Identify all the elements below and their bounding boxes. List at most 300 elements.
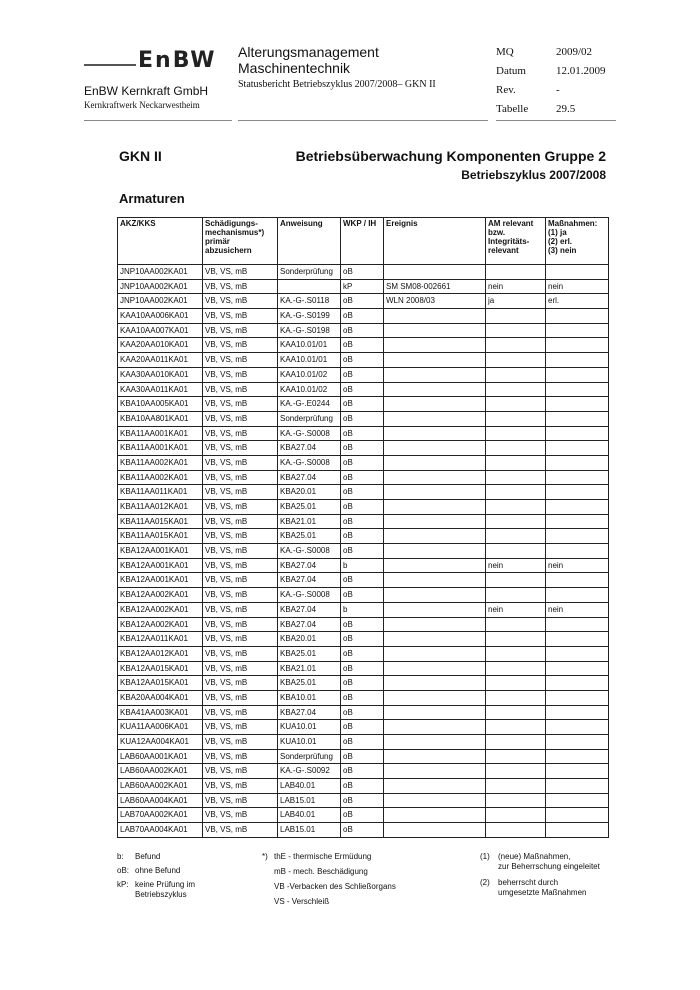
table-cell — [546, 779, 609, 794]
legend-mechanism-list — [274, 852, 396, 912]
table-cell: LAB60AA004KA01 — [118, 793, 203, 808]
legend-item — [117, 852, 257, 862]
table-cell: JNP10AA002KA01 — [118, 279, 203, 294]
page-title: Betriebsüberwachung Komponenten Gruppe 2 — [295, 148, 606, 164]
table-cell: KBA27.04 — [278, 617, 341, 632]
table-cell: KBA12AA002KA01 — [118, 617, 203, 632]
table-cell — [546, 588, 609, 603]
table-cell — [546, 617, 609, 632]
table-cell: oB — [341, 764, 384, 779]
table-row — [118, 720, 609, 735]
table-cell — [486, 661, 546, 676]
table-header-cell-6: Maßnahmen: (1) ja (2) erl. (3) nein — [546, 218, 609, 265]
table-cell: KBA10AA801KA01 — [118, 411, 203, 426]
table-cell — [486, 382, 546, 397]
table-cell: VB, VS, mB — [203, 411, 278, 426]
table-cell: VB, VS, mB — [203, 382, 278, 397]
table-cell — [384, 544, 486, 559]
table-cell: KBA11AA015KA01 — [118, 529, 203, 544]
table-cell — [384, 397, 486, 412]
table-cell — [546, 690, 609, 705]
table-cell — [486, 779, 546, 794]
meta-row-0 — [496, 42, 626, 61]
table-cell: KBA11AA002KA01 — [118, 455, 203, 470]
table-cell: KUA12AA004KA01 — [118, 735, 203, 750]
table-cell — [486, 500, 546, 515]
table-cell: KAA10AA006KA01 — [118, 309, 203, 324]
table-cell: KBA12AA011KA01 — [118, 632, 203, 647]
table-cell: KBA25.01 — [278, 646, 341, 661]
table-cell — [486, 426, 546, 441]
table-cell: JNP10AA002KA01 — [118, 265, 203, 280]
table-row — [118, 397, 609, 412]
table-cell: KA.-G-.S0008 — [278, 588, 341, 603]
table-cell: oB — [341, 500, 384, 515]
table-cell: Sonderprüfung — [278, 411, 341, 426]
table-cell — [384, 426, 486, 441]
table-cell — [546, 338, 609, 353]
table-cell — [546, 514, 609, 529]
table-row — [118, 353, 609, 368]
legend-measures — [480, 852, 620, 904]
table-cell: KBA27.04 — [278, 441, 341, 456]
table-cell — [384, 323, 486, 338]
legend-measure — [480, 878, 620, 898]
table-row — [118, 617, 609, 632]
table-cell: VB, VS, mB — [203, 646, 278, 661]
table-row — [118, 441, 609, 456]
table-header-cell-2: Anweisung — [278, 218, 341, 265]
legend-text: beherrscht durch umgesetzte Maßnahmen — [498, 878, 587, 897]
table-cell — [546, 749, 609, 764]
table-row — [118, 500, 609, 515]
table-cell: VB, VS, mB — [203, 690, 278, 705]
table-row — [118, 749, 609, 764]
table-cell — [486, 808, 546, 823]
table-cell: VB, VS, mB — [203, 367, 278, 382]
table-cell — [384, 823, 486, 838]
legend-key: oB: — [117, 866, 130, 875]
table-cell — [384, 793, 486, 808]
table-cell: VB, VS, mB — [203, 602, 278, 617]
table-cell: oB — [341, 441, 384, 456]
table-cell — [384, 558, 486, 573]
meta-label: Tabelle — [496, 102, 529, 115]
table-cell: KBA12AA001KA01 — [118, 573, 203, 588]
table-cell: nein — [486, 558, 546, 573]
table-cell — [486, 397, 546, 412]
table-cell: LAB15.01 — [278, 823, 341, 838]
header-rule-right — [496, 120, 616, 121]
table-cell: oB — [341, 470, 384, 485]
cycle-label: Betriebszyklus 2007/2008 — [461, 168, 606, 182]
table-cell: KUA10.01 — [278, 735, 341, 750]
meta-row-3 — [496, 99, 626, 118]
legend-findings — [117, 852, 257, 904]
table-cell — [278, 279, 341, 294]
table-cell: VB, VS, mB — [203, 632, 278, 647]
table-row — [118, 646, 609, 661]
table-cell: nein — [546, 602, 609, 617]
table-cell: oB — [341, 705, 384, 720]
table-cell: oB — [341, 294, 384, 309]
table-row — [118, 338, 609, 353]
table-cell — [546, 470, 609, 485]
legend-measure — [480, 852, 620, 872]
table-row — [118, 793, 609, 808]
table-cell: KBA20.01 — [278, 632, 341, 647]
table-cell — [546, 823, 609, 838]
legend-mechanism: mB - mech. Beschädigung — [274, 867, 368, 876]
table-cell: KAA10.01/01 — [278, 353, 341, 368]
table-cell — [546, 411, 609, 426]
table-row — [118, 455, 609, 470]
table-row — [118, 544, 609, 559]
table-cell — [384, 749, 486, 764]
unit-label: GKN II — [119, 148, 162, 164]
table-row — [118, 529, 609, 544]
table-cell — [486, 455, 546, 470]
table-cell: oB — [341, 426, 384, 441]
table-cell: KBA10.01 — [278, 690, 341, 705]
table-cell — [486, 411, 546, 426]
table-row — [118, 514, 609, 529]
table-cell: KBA27.04 — [278, 558, 341, 573]
table-cell: VB, VS, mB — [203, 323, 278, 338]
table-cell: SM SM08-002661 — [384, 279, 486, 294]
table-cell: VB, VS, mB — [203, 309, 278, 324]
plant-name: Kernkraftwerk Neckarwestheim — [84, 100, 200, 110]
table-cell: oB — [341, 529, 384, 544]
table-cell: KBA11AA012KA01 — [118, 500, 203, 515]
table-cell: KA.-G-.E0244 — [278, 397, 341, 412]
table-cell: oB — [341, 338, 384, 353]
table-cell — [486, 441, 546, 456]
table-cell: VB, VS, mB — [203, 558, 278, 573]
legend-mechanism-block — [262, 852, 462, 912]
table-cell — [546, 544, 609, 559]
table-cell — [384, 411, 486, 426]
table-cell — [486, 720, 546, 735]
company-name: EnBW Kernkraft GmbH — [84, 84, 209, 98]
table-cell: VB, VS, mB — [203, 529, 278, 544]
legend-item — [117, 866, 257, 876]
table-cell: nein — [486, 602, 546, 617]
table-cell: oB — [341, 353, 384, 368]
table-cell: LAB40.01 — [278, 808, 341, 823]
table-cell — [486, 646, 546, 661]
table-row — [118, 323, 609, 338]
table-cell: VB, VS, mB — [203, 426, 278, 441]
table-cell: KA.-G-.S0092 — [278, 764, 341, 779]
table-cell: VB, VS, mB — [203, 676, 278, 691]
table-cell: VB, VS, mB — [203, 470, 278, 485]
table-cell: KA.-G-.S0118 — [278, 294, 341, 309]
table-row — [118, 485, 609, 500]
table-cell — [486, 573, 546, 588]
table-cell — [486, 485, 546, 500]
legend-text: keine Prüfung im Betriebszyklus — [135, 880, 196, 899]
table-header-cell-5: AM relevant bzw. Integritäts- relevant — [486, 218, 546, 265]
table-cell — [384, 632, 486, 647]
table-cell — [384, 455, 486, 470]
table-cell — [546, 808, 609, 823]
table-cell — [546, 720, 609, 735]
table-row — [118, 367, 609, 382]
table-cell: VB, VS, mB — [203, 338, 278, 353]
table-cell — [486, 588, 546, 603]
table-cell: oB — [341, 676, 384, 691]
table-cell: oB — [341, 588, 384, 603]
header-title-line1: Alterungsmanagement — [238, 44, 379, 60]
table-cell: KBA12AA001KA01 — [118, 558, 203, 573]
table-cell — [486, 470, 546, 485]
table-cell — [384, 309, 486, 324]
table-header-cell-4: Ereignis — [384, 218, 486, 265]
table-row — [118, 764, 609, 779]
table-cell: KBA25.01 — [278, 676, 341, 691]
table-cell: KBA21.01 — [278, 514, 341, 529]
table-row — [118, 588, 609, 603]
table-row — [118, 426, 609, 441]
table-cell: KBA27.04 — [278, 602, 341, 617]
table-cell — [486, 353, 546, 368]
table-cell: VB, VS, mB — [203, 808, 278, 823]
table-cell: VB, VS, mB — [203, 544, 278, 559]
table-row — [118, 735, 609, 750]
table-cell: VB, VS, mB — [203, 500, 278, 515]
table-cell — [384, 705, 486, 720]
table-cell: b — [341, 602, 384, 617]
table-cell — [384, 588, 486, 603]
table-row — [118, 602, 609, 617]
table-cell — [486, 690, 546, 705]
table-row — [118, 661, 609, 676]
table-row — [118, 309, 609, 324]
table-row — [118, 382, 609, 397]
table-cell: ja — [486, 294, 546, 309]
table-cell — [486, 367, 546, 382]
legend-key: (1) — [480, 852, 490, 861]
table-cell — [384, 338, 486, 353]
table-row — [118, 470, 609, 485]
legend-text: Befund — [135, 852, 161, 861]
table-cell — [384, 676, 486, 691]
meta-value: - — [556, 83, 560, 96]
table-cell: VB, VS, mB — [203, 397, 278, 412]
table-cell: LAB70AA004KA01 — [118, 823, 203, 838]
table-cell: oB — [341, 823, 384, 838]
meta-value: 29.5 — [556, 102, 576, 115]
table-cell — [384, 646, 486, 661]
table-cell — [486, 544, 546, 559]
table-cell — [546, 793, 609, 808]
header-meta — [496, 42, 626, 118]
table-cell: oB — [341, 455, 384, 470]
table-row — [118, 779, 609, 794]
table-cell — [546, 382, 609, 397]
table-cell — [486, 265, 546, 280]
table-cell: KAA20AA010KA01 — [118, 338, 203, 353]
table-cell: KA.-G-.S0008 — [278, 544, 341, 559]
table-cell: VB, VS, mB — [203, 764, 278, 779]
table-cell — [486, 529, 546, 544]
table-cell: VB, VS, mB — [203, 353, 278, 368]
legend-mechanism: thE - thermische Ermüdung — [274, 852, 372, 861]
table-cell — [486, 749, 546, 764]
header-subtitle: Statusbericht Betriebszyklus 2007/2008– GKN II — [238, 79, 436, 90]
table-cell — [546, 353, 609, 368]
table-cell: KUA11AA006KA01 — [118, 720, 203, 735]
table-cell — [384, 382, 486, 397]
table-cell: JNP10AA002KA01 — [118, 294, 203, 309]
section-title: Armaturen — [119, 191, 185, 206]
table-cell: oB — [341, 749, 384, 764]
meta-value: 2009/02 — [556, 45, 593, 58]
table-cell — [546, 485, 609, 500]
table-cell: VB, VS, mB — [203, 573, 278, 588]
table-row — [118, 573, 609, 588]
table-cell: LAB60AA002KA01 — [118, 764, 203, 779]
table-cell — [486, 323, 546, 338]
table-cell: KBA20.01 — [278, 485, 341, 500]
table-cell — [546, 309, 609, 324]
table-cell: LAB15.01 — [278, 793, 341, 808]
table-cell: Sonderprüfung — [278, 265, 341, 280]
table-cell — [384, 367, 486, 382]
table-cell: KAA30AA011KA01 — [118, 382, 203, 397]
table-cell — [546, 441, 609, 456]
table-cell: oB — [341, 485, 384, 500]
table-cell: KBA11AA002KA01 — [118, 470, 203, 485]
table-cell: KBA10AA005KA01 — [118, 397, 203, 412]
table-cell: KBA20AA004KA01 — [118, 690, 203, 705]
table-cell — [384, 779, 486, 794]
table-cell: oB — [341, 617, 384, 632]
table-cell: KBA11AA015KA01 — [118, 514, 203, 529]
table-cell: VB, VS, mB — [203, 455, 278, 470]
table-cell: KA.-G-.S0008 — [278, 455, 341, 470]
table-cell: KBA27.04 — [278, 470, 341, 485]
table-cell — [384, 485, 486, 500]
table-cell: KAA10AA007KA01 — [118, 323, 203, 338]
table-cell — [486, 338, 546, 353]
legend-item — [117, 880, 257, 900]
components-table — [117, 217, 609, 838]
table-cell — [384, 470, 486, 485]
table-cell: KBA27.04 — [278, 705, 341, 720]
table-cell: erl. — [546, 294, 609, 309]
table-cell: KBA27.04 — [278, 573, 341, 588]
table-cell: VB, VS, mB — [203, 617, 278, 632]
table-cell: KA.-G-.S0198 — [278, 323, 341, 338]
table-cell: WLN 2008/03 — [384, 294, 486, 309]
table-cell: VB, VS, mB — [203, 705, 278, 720]
table-cell: LAB60AA002KA01 — [118, 779, 203, 794]
table-cell: KAA10.01/02 — [278, 367, 341, 382]
table-row — [118, 690, 609, 705]
table-cell — [486, 735, 546, 750]
table-row — [118, 676, 609, 691]
table-cell — [384, 441, 486, 456]
table-cell: KA.-G-.S0008 — [278, 426, 341, 441]
table-cell: KBA12AA002KA01 — [118, 588, 203, 603]
table-cell — [384, 353, 486, 368]
table-cell — [546, 529, 609, 544]
table-cell: KBA11AA011KA01 — [118, 485, 203, 500]
header-title — [238, 44, 379, 76]
table-cell — [546, 735, 609, 750]
table-cell: oB — [341, 779, 384, 794]
table-cell: KBA11AA001KA01 — [118, 426, 203, 441]
table-cell — [546, 265, 609, 280]
table-cell: Sonderprüfung — [278, 749, 341, 764]
table-row — [118, 823, 609, 838]
table-row — [118, 279, 609, 294]
table-cell: oB — [341, 265, 384, 280]
table-cell — [546, 426, 609, 441]
table-cell: nein — [546, 279, 609, 294]
table-cell — [486, 617, 546, 632]
meta-value: 12.01.2009 — [556, 64, 606, 77]
table-cell: VB, VS, mB — [203, 793, 278, 808]
table-cell: oB — [341, 720, 384, 735]
table-cell — [486, 632, 546, 647]
table-cell: b — [341, 558, 384, 573]
table-cell — [486, 309, 546, 324]
table-cell: KAA20AA011KA01 — [118, 353, 203, 368]
table-cell — [546, 397, 609, 412]
table-cell: KBA12AA012KA01 — [118, 646, 203, 661]
logo-line — [84, 64, 136, 66]
table-cell: VB, VS, mB — [203, 720, 278, 735]
meta-label: MQ — [496, 45, 514, 58]
table-cell — [384, 735, 486, 750]
table-cell: LAB60AA001KA01 — [118, 749, 203, 764]
table-cell: KAA10.01/02 — [278, 382, 341, 397]
table-cell — [546, 455, 609, 470]
table-row — [118, 265, 609, 280]
table-cell — [384, 500, 486, 515]
legend-text: (neue) Maßnahmen, zur Beherrschung eingeleitet — [498, 852, 600, 871]
table-cell: oB — [341, 808, 384, 823]
table-cell — [384, 602, 486, 617]
table-cell: kP — [341, 279, 384, 294]
table-cell: KBA25.01 — [278, 500, 341, 515]
table-header-cell-0: AKZ/KKS — [118, 218, 203, 265]
table-cell: VB, VS, mB — [203, 588, 278, 603]
table-cell — [546, 764, 609, 779]
meta-row-2 — [496, 80, 626, 99]
table-cell — [384, 573, 486, 588]
table-cell — [486, 764, 546, 779]
table-cell — [546, 705, 609, 720]
table-cell: oB — [341, 367, 384, 382]
table-cell — [486, 823, 546, 838]
table-cell: oB — [341, 646, 384, 661]
table-cell — [384, 617, 486, 632]
header-rule-left — [84, 120, 232, 121]
table-cell: VB, VS, mB — [203, 514, 278, 529]
table-row — [118, 411, 609, 426]
table-cell: LAB40.01 — [278, 779, 341, 794]
table-cell — [546, 500, 609, 515]
legend-key: kP: — [117, 880, 129, 889]
table-cell — [384, 808, 486, 823]
table-cell: KBA12AA015KA01 — [118, 676, 203, 691]
meta-row-1 — [496, 61, 626, 80]
table-cell: oB — [341, 573, 384, 588]
